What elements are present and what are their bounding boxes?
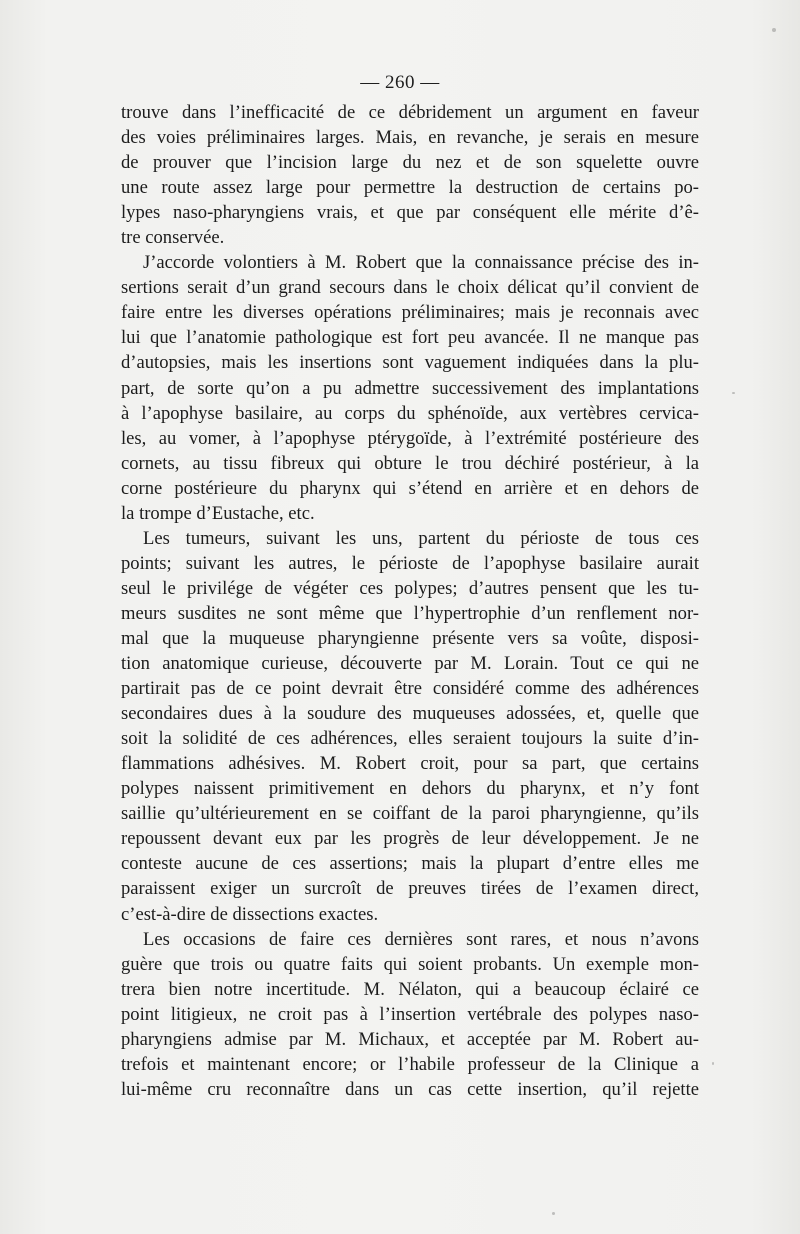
text-line: les, au vomer, à l’apophyse ptérygoïde, à l’extrémité postérieure des	[121, 427, 699, 449]
body-text	[121, 100, 699, 1102]
text-line: meurs susdites ne sont même que l’hypertrophie d’un renflement nor-	[121, 602, 699, 624]
text-line: de prouver que l’incision large du nez et de son squelette ouvre	[121, 152, 699, 174]
text-line: faire entre les diverses opérations préliminaires; mais je reconnais avec	[121, 302, 699, 324]
text-line: trera bien notre incertitude. M. Nélaton, qui a beaucoup éclairé ce	[121, 978, 699, 1000]
text-line: seul le privilége de végéter ces polypes; d’autres pensent que les tu-	[121, 577, 699, 599]
text-line: soit la solidité de ces adhérences, elles seraient toujours la suite d’in-	[121, 728, 699, 750]
text-line: d’autopsies, mais les insertions sont vaguement indiquées dans la plu-	[121, 352, 699, 374]
text-line: cornets, au tissu fibreux qui obture le trou déchiré postérieur, à la	[121, 452, 699, 474]
paragraph-2	[121, 250, 699, 526]
scan-speck	[712, 1062, 714, 1065]
text-line: lypes naso-pharyngiens vrais, et que par conséquent elle mérite d’ê-	[121, 202, 699, 224]
scan-speck	[732, 392, 735, 394]
page-number: — 260 —	[360, 72, 440, 93]
text-line: une route assez large pour permettre la destruction de certains po-	[121, 177, 699, 199]
text-line: tre conservée.	[121, 227, 225, 249]
text-line: J’accorde volontiers à M. Robert que la connaissance précise des in-	[143, 252, 699, 274]
text-line: Les occasions de faire ces dernières sont rares, et nous n’avons	[143, 928, 699, 950]
text-line: conteste aucune de ces assertions; mais la plupart d’entre elles me	[121, 853, 699, 875]
paragraph-3	[121, 526, 699, 927]
text-line: la trompe d’Eustache, etc.	[121, 502, 315, 524]
text-line: trefois et maintenant encore; or l’habile professeur de la Clinique a	[121, 1053, 699, 1075]
text-line: points; suivant les autres, le périoste de l’apophyse basilaire aurait	[121, 552, 699, 574]
text-line: à l’apophyse basilaire, au corps du sphénoïde, aux vertèbres cervica-	[121, 402, 699, 424]
text-line: pharyngiens admise par M. Michaux, et acceptée par M. Robert au-	[121, 1028, 699, 1050]
scan-speck	[772, 28, 776, 32]
text-line: repoussent devant eux par les progrès de leur développement. Je ne	[121, 828, 699, 850]
text-line: lui que l’anatomie pathologique est fort peu avancée. Il ne manque pas	[121, 327, 699, 349]
text-line: lui-même cru reconnaître dans un cas cette insertion, qu’il rejette	[121, 1078, 699, 1100]
text-line: flammations adhésives. M. Robert croit, pour sa part, que certains	[121, 753, 699, 775]
text-line: polypes naissent primitivement en dehors du pharynx, et n’y font	[121, 778, 699, 800]
text-line: partirait pas de ce point devrait être considéré comme des adhérences	[121, 678, 699, 700]
paragraph-1	[121, 100, 699, 250]
text-line: part, de sorte qu’on a pu admettre successivement des implantations	[121, 377, 699, 399]
paragraph-4	[121, 927, 699, 1102]
text-line: trouve dans l’inefficacité de ce débridement un argument en faveur	[121, 102, 699, 123]
text-line: tion anatomique curieuse, découverte par M. Lorain. Tout ce qui ne	[121, 653, 699, 675]
text-line: corne postérieure du pharynx qui s’étend en arrière et en dehors de	[121, 477, 699, 499]
scan-speck	[552, 1212, 555, 1215]
text-line: guère que trois ou quatre faits qui soient probants. Un exemple mon-	[121, 953, 699, 975]
text-line: saillie qu’ultérieurement en se coiffant de la paroi pharyngienne, qu’ils	[121, 803, 699, 825]
text-line: point litigieux, ne croit pas à l’insertion vertébrale des polypes naso-	[121, 1003, 699, 1025]
text-line: c’est-à-dire de dissections exactes.	[121, 903, 379, 925]
text-line: sertions serait d’un grand secours dans le choix délicat qu’il convient de	[121, 277, 699, 299]
text-line: des voies préliminaires larges. Mais, en revanche, je serais en mesure	[121, 127, 699, 149]
text-line: secondaires dues à la soudure des muqueuses adossées, et, quelle que	[121, 703, 699, 725]
text-line: Les tumeurs, suivant les uns, partent du périoste de tous ces	[143, 527, 699, 549]
text-line: paraissent exiger un surcroît de preuves tirées de l’examen direct,	[121, 878, 699, 900]
text-line: mal que la muqueuse pharyngienne présente vers sa voûte, disposi-	[121, 627, 699, 649]
